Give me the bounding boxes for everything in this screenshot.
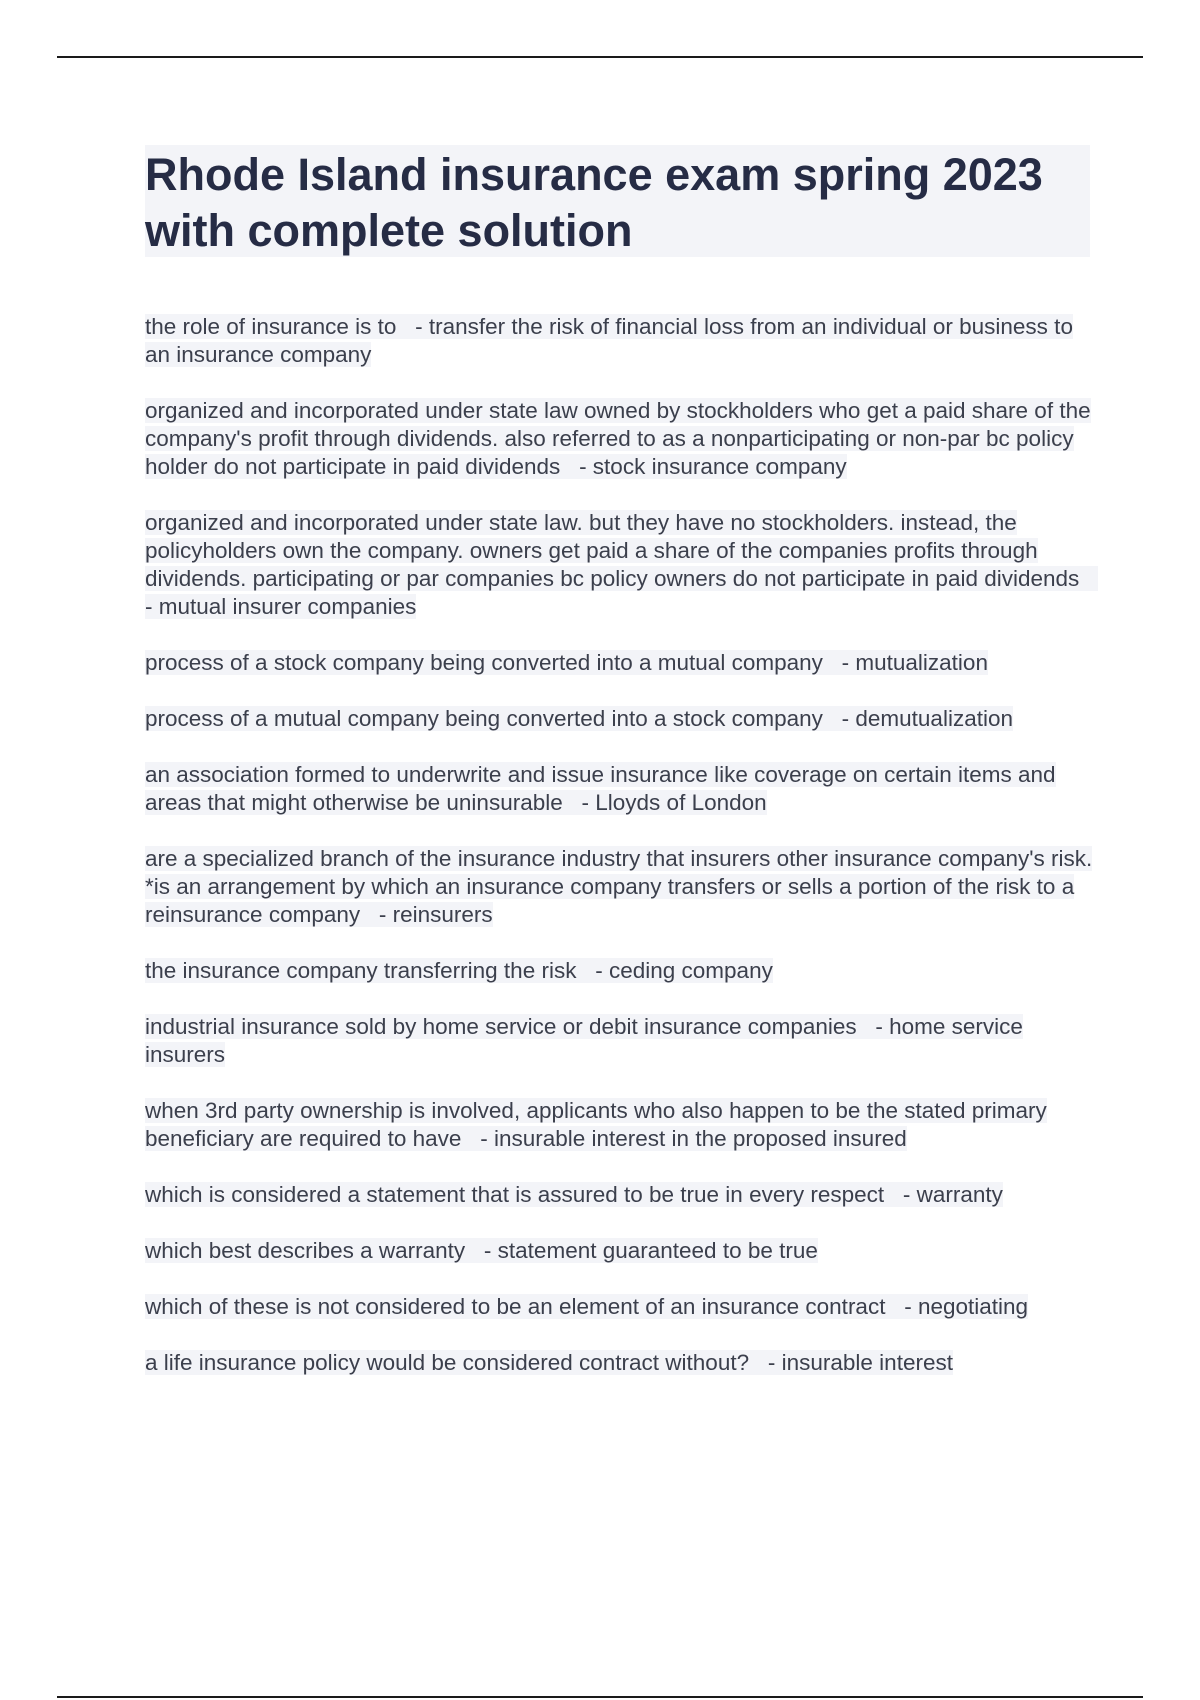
qa-item: [145, 313, 1095, 369]
qa-item: [145, 397, 1095, 481]
qa-answer: - negotiating: [904, 1294, 1029, 1319]
qa-question: the insurance company transferring the risk: [145, 958, 577, 983]
qa-answer: - statement guaranteed to be true: [483, 1238, 818, 1263]
title-block: [145, 145, 1090, 257]
qa-item: [145, 1097, 1095, 1153]
qa-item: [145, 761, 1095, 817]
qa-question: organized and incorporated under state law owned by stockholders who get a paid share of the company's profit through dividends. also referred to as a nonparticipating or non-par bc policy holder do not participate in paid dividends: [145, 398, 1091, 479]
qa-question: which of these is not considered to be an element of an insurance contract: [145, 1294, 886, 1319]
qa-question: which is considered a statement that is assured to be true in every respect: [145, 1182, 885, 1207]
qa-list: [145, 313, 1095, 1405]
qa-answer: - home service insurers: [145, 1014, 1023, 1067]
qa-question: an association formed to underwrite and issue insurance like coverage on certain items and areas that might otherwise be uninsurable: [145, 762, 1056, 815]
qa-item: [145, 1181, 1095, 1209]
qa-answer: - demutualization: [841, 706, 1013, 731]
qa-item: [145, 649, 1095, 677]
qa-item: [145, 1013, 1095, 1069]
qa-item: [145, 845, 1095, 929]
qa-item: [145, 509, 1095, 621]
qa-answer: - mutual insurer companies: [145, 594, 417, 619]
qa-item: [145, 705, 1095, 733]
qa-answer: - stock insurance company: [579, 454, 847, 479]
qa-answer: - transfer the risk of financial loss from an individual or business to an insurance company: [145, 314, 1073, 367]
qa-question: which best describes a warranty: [145, 1238, 466, 1263]
qa-question: process of a mutual company being converted into a stock company: [145, 706, 823, 731]
qa-item: [145, 1349, 1095, 1377]
bottom-divider: [57, 1696, 1143, 1698]
qa-answer: - Lloyds of London: [581, 790, 767, 815]
qa-answer: - reinsurers: [378, 902, 493, 927]
qa-question: process of a stock company being converted into a mutual company: [145, 650, 823, 675]
qa-question: organized and incorporated under state law. but they have no stockholders. instead, the policyholders own the company. owners get paid a share of the companies profits through dividends. participating or par companies bc policy owners do not participate in paid dividends: [145, 510, 1080, 591]
qa-answer: - insurable interest in the proposed insured: [480, 1126, 907, 1151]
qa-answer: - warranty: [902, 1182, 1003, 1207]
qa-answer: - mutualization: [841, 650, 988, 675]
qa-question: a life insurance policy would be considered contract without?: [145, 1350, 750, 1375]
qa-item: [145, 957, 1095, 985]
qa-question: when 3rd party ownership is involved, applicants who also happen to be the stated primary beneficiary are required to have: [145, 1098, 1047, 1151]
qa-question: industrial insurance sold by home service or debit insurance companies: [145, 1014, 857, 1039]
qa-question: are a specialized branch of the insurance industry that insurers other insurance company's risk. *is an arrangement by which an insurance company transfers or sells a portion of the risk to a reinsurance company: [145, 846, 1093, 927]
top-divider: [57, 56, 1143, 58]
page-title: Rhode Island insurance exam spring 2023 with complete solution: [145, 149, 1043, 256]
qa-answer: - ceding company: [595, 958, 773, 983]
qa-item: [145, 1237, 1095, 1265]
qa-answer: - insurable interest: [767, 1350, 953, 1375]
qa-question: the role of insurance is to: [145, 314, 397, 339]
qa-item: [145, 1293, 1095, 1321]
